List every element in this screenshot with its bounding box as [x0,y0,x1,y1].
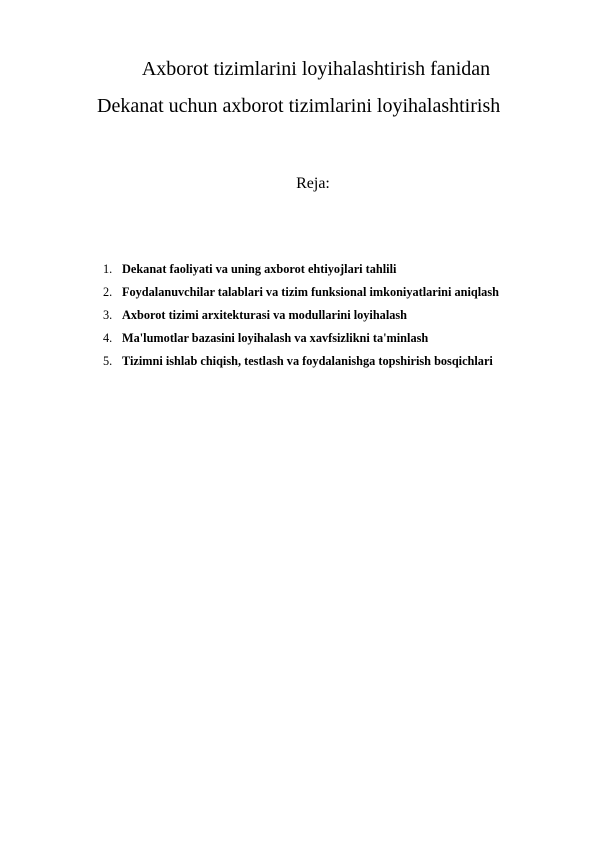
plan-item-number: 5. [103,354,113,368]
plan-item-number: 2. [103,285,113,299]
plan-item-text: Dekanat faoliyati va uning axborot ehtiyojlari tahlili [122,262,397,276]
plan-heading: Reja: [296,175,330,192]
document-subtitle: Dekanat uchun axborot tizimlarini loyihalashtirish [97,95,501,117]
plan-item [103,285,499,308]
plan-item-text: Ma'lumotlar bazasini loyihalash va xavfsizlikni ta'minlash [122,331,429,345]
plan-item [103,354,499,377]
plan-item-number: 1. [103,262,113,276]
plan-item-text: Axborot tizimi arxitekturasi va modullarini loyihalash [122,308,408,322]
plan-item-text: Foydalanuvchilar talablari va tizim funksional imkoniyatlarini aniqlash [122,285,499,299]
plan-item [103,262,499,285]
plan-list [103,262,499,377]
plan-item [103,308,499,331]
plan-item-number: 3. [103,308,113,322]
document-title: Axborot tizimlarini loyihalashtirish fanidan [141,58,491,80]
plan-item [103,331,499,354]
plan-item-number: 4. [103,331,113,345]
plan-item-text: Tizimni ishlab chiqish, testlash va foydalanishga topshirish bosqichlari [122,354,493,368]
